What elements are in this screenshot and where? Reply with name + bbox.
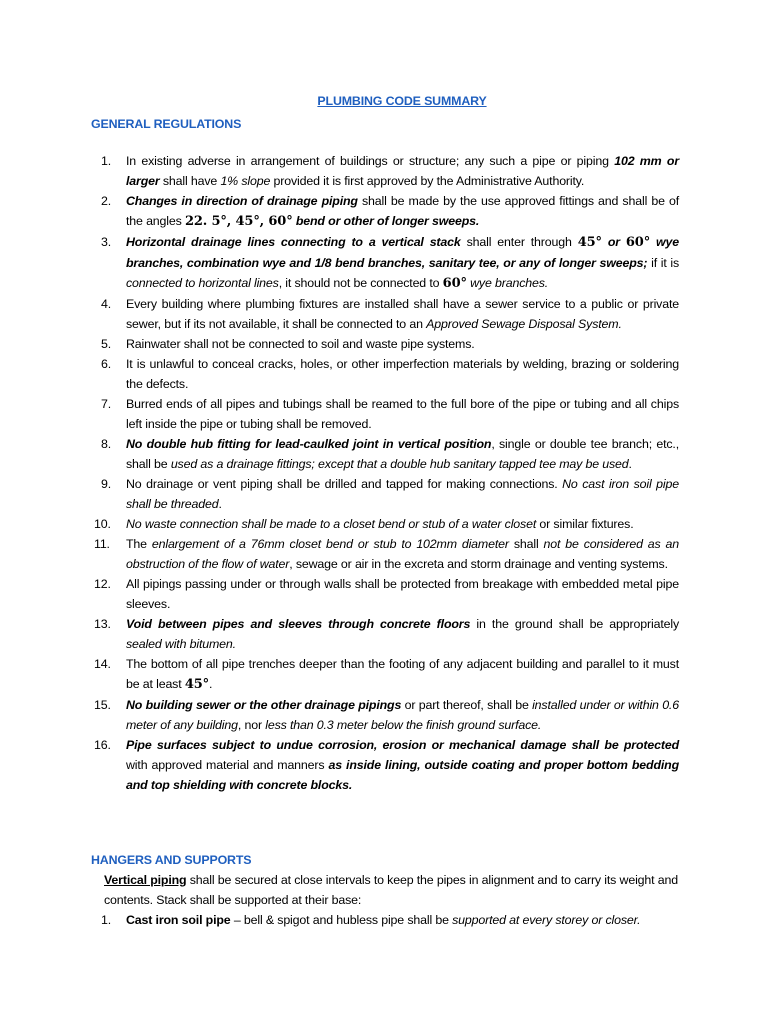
text-run	[126, 617, 470, 631]
text-run: 1% slope	[220, 174, 271, 188]
item-number: 4.	[101, 297, 112, 311]
item-number: 13.	[94, 617, 111, 631]
regulation-item-12	[91, 574, 679, 614]
text-run: if it is	[647, 256, 679, 270]
text-run: The	[126, 537, 152, 551]
text-run: or part thereof, shall be	[401, 698, 533, 712]
text-run: connected to horizontal lines	[126, 276, 279, 290]
text-run: .	[208, 677, 213, 691]
emphasis-text: 102 mm or larger	[126, 154, 679, 188]
item-number: 14.	[94, 657, 111, 671]
text-run: supported at every storey or closer.	[452, 913, 641, 927]
item-number: 8.	[101, 437, 112, 451]
text-run: sealed with bitumen.	[126, 637, 236, 651]
angle-value: 22. 5°, 45°, 60°	[184, 214, 293, 229]
item-number: 16.	[94, 738, 111, 752]
regulation-item-11	[91, 534, 679, 574]
text-run: with approved material and manners	[126, 758, 329, 772]
emphasis-text: No building sewer or the other drainage pipings	[126, 698, 402, 712]
text-run: , it should not be connected to	[278, 276, 443, 290]
regulation-item-1	[91, 151, 679, 191]
item-number: 11.	[94, 537, 110, 551]
text-run: less than 0.3 meter below the finish ground surface.	[265, 718, 542, 732]
text-run: installed under or within 0.6 meter of any building	[126, 698, 679, 732]
regulation-item-5	[91, 334, 679, 354]
hangers-list-item	[91, 910, 679, 930]
emphasis-text: Void between pipes and sleeves through concrete floors	[126, 617, 471, 631]
item-number: 12.	[94, 577, 111, 591]
text-run: Rainwater shall not be connected to soil and waste pipe systems.	[126, 337, 475, 351]
text-run: All pipings passing under or through walls shall be protected from breakage with embedded metal pipe sleeves.	[126, 577, 679, 611]
text-run: shall	[508, 537, 544, 551]
item-number: 1.	[101, 913, 112, 927]
text-run: in the ground shall be appropriately	[470, 617, 679, 631]
text-run: In existing adverse in arrangement of buildings or structure; any such a pipe or piping	[126, 154, 615, 168]
emphasis-text: as inside lining, outside coating and proper bottom bedding and top shielding with concrete blocks.	[126, 758, 679, 792]
text-run: or similar fixtures.	[536, 517, 634, 531]
text-run: , sewage or air in the excreta and storm drainage and venting systems.	[289, 557, 668, 571]
text-run: The bottom of all pipe trenches deeper than the footing of any adjacent building and parallel to it must be at least	[126, 657, 679, 691]
text-run: , nor	[237, 718, 266, 732]
item-number: 15.	[94, 698, 111, 712]
text-run: used as a drainage fittings; except that a double hub sanitary tapped tee may be used	[170, 457, 629, 471]
regulation-item-13	[91, 614, 679, 654]
text-run: .	[628, 457, 632, 471]
text-run: enlargement of a 76mm closet bend or stub to 102mm diameter	[151, 537, 509, 551]
angle-value: 60°	[442, 276, 467, 291]
regulation-item-6	[91, 354, 679, 394]
text-run: Burred ends of all pipes and tubings shall be reamed to the full bore of the pipe or tubing and all chips left inside the pipe or tubing shall be removed.	[126, 397, 679, 431]
regulation-item-10	[91, 514, 679, 534]
regulation-item-15	[91, 695, 679, 735]
regulation-item-9	[91, 474, 679, 514]
emphasis-text: bend or other of longer sweeps.	[292, 214, 480, 228]
vertical-piping-term: Vertical piping	[104, 873, 187, 887]
general-regulations-list	[91, 151, 679, 795]
item-number: 10.	[94, 517, 111, 531]
regulation-item-8	[91, 434, 679, 474]
item-number: 5.	[101, 337, 112, 351]
text-run: , single or double tee branch; etc., shall be	[126, 437, 680, 471]
angle-value: 45°	[577, 235, 602, 250]
regulation-item-14	[91, 654, 679, 695]
item-number: 9.	[101, 477, 112, 491]
text-run: provided it is first approved by the Administrative Authority.	[270, 174, 585, 188]
emphasis-text: Pipe surfaces subject to undue corrosion, erosion or mechanical damage shall be protected	[126, 738, 679, 752]
item-number: 7.	[101, 397, 112, 411]
text-run: not be considered as an obstruction of the flow of water	[126, 537, 679, 571]
text-run: Cast iron soil pipe	[126, 913, 231, 927]
vertical-piping-text: shall be secured at close intervals to keep the pipes in alignment and to carry its weight and contents. Stack shall be supported at their base:	[104, 873, 678, 907]
emphasis-text: No double hub fitting for lead-caulked joint in vertical position	[126, 437, 492, 451]
text-run: No cast iron soil pipe shall be threaded	[126, 477, 679, 511]
vertical-piping-paragraph	[104, 870, 678, 910]
general-regulations-heading: GENERAL REGULATIONS	[91, 117, 242, 131]
text-run: – bell & spigot and hubless pipe shall be	[230, 913, 453, 927]
text-run	[602, 235, 626, 249]
item-number: 6.	[101, 357, 112, 371]
emphasis-text: wye branches, combination wye and 1/8 bend branches, sanitary tee, or any of longer sweeps;	[126, 235, 679, 270]
hangers-supports-heading: HANGERS AND SUPPORTS	[91, 853, 252, 867]
text-run: No drainage or vent piping shall be drilled and tapped for making connections.	[126, 477, 563, 491]
text-run: shall be made by the use approved fittings and shall be of the angles	[126, 194, 679, 228]
angle-value: 45°	[184, 677, 209, 692]
emphasis-text: Horizontal drainage lines connecting to a vertical stack	[126, 235, 461, 249]
item-number: 2.	[101, 194, 112, 208]
regulation-item-4	[91, 294, 679, 334]
emphasis-text: or	[601, 235, 626, 249]
text-run	[126, 698, 401, 712]
regulation-item-2	[91, 191, 679, 232]
regulation-item-16	[91, 735, 679, 795]
text-run	[126, 235, 461, 249]
text-run	[126, 194, 358, 208]
text-run: Approved Sewage Disposal System.	[426, 317, 622, 331]
angle-value: 60°	[625, 235, 651, 250]
text-run: Every building where plumbing fixtures are installed shall have a sewer service to a public or private sewer, but if its not available, it shall be connected to an	[126, 297, 679, 331]
text-run	[126, 738, 679, 752]
text-run: shall enter through	[460, 235, 578, 249]
text-run: No waste connection shall be made to a closet bend or stub of a water closet	[126, 517, 537, 531]
text-run: .	[218, 497, 222, 511]
emphasis-text: Changes in direction of drainage piping	[126, 194, 358, 208]
item-number: 1.	[101, 154, 112, 168]
item-number: 3.	[101, 235, 112, 249]
regulation-item-7	[91, 394, 679, 434]
text-run: wye branches.	[466, 276, 549, 290]
text-run	[126, 437, 491, 451]
page-title: PLUMBING CODE SUMMARY	[317, 94, 487, 108]
text-run: shall have	[159, 174, 221, 188]
text-run: It is unlawful to conceal cracks, holes, or other imperfection materials by welding, brazing or soldering the defects.	[126, 357, 679, 391]
regulation-item-3	[91, 232, 679, 294]
text-run	[293, 214, 480, 228]
